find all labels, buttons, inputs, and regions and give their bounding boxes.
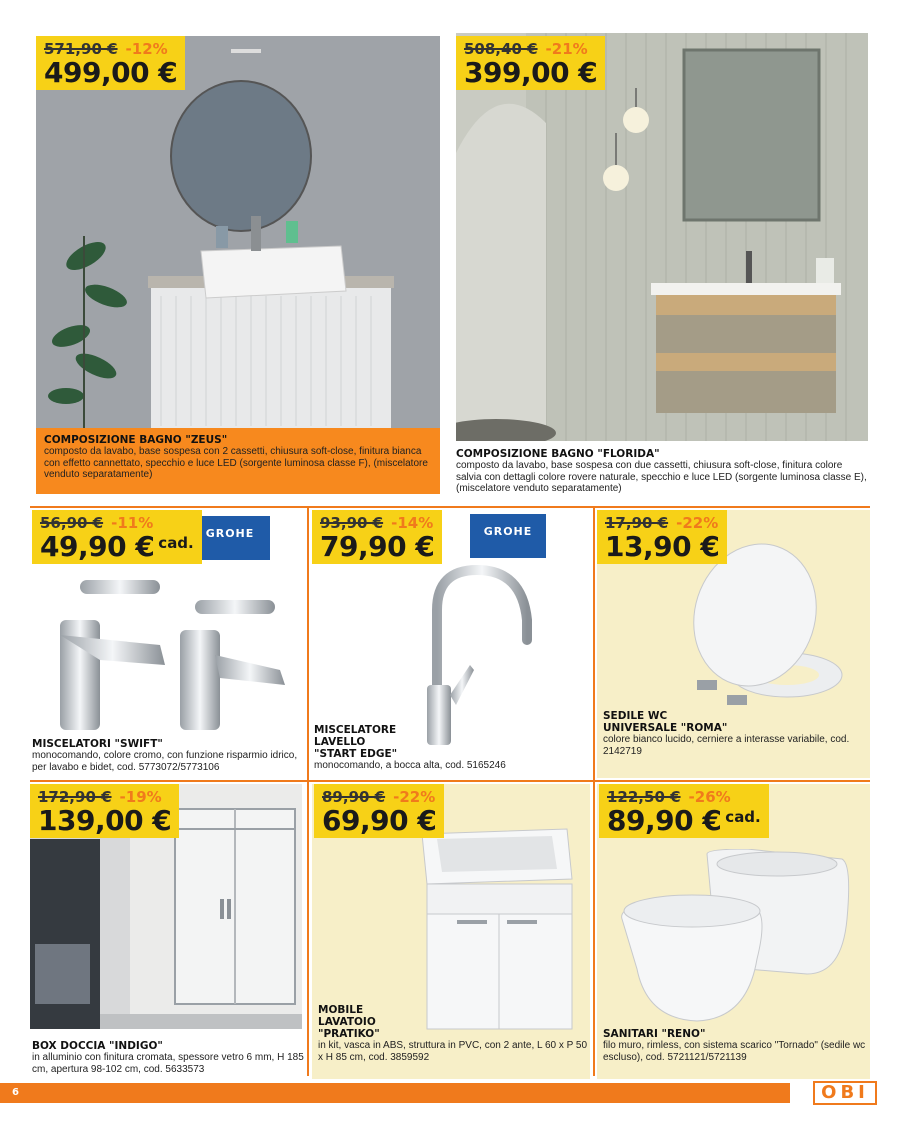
price-tag-florida [456, 36, 605, 90]
product-title-line: UNIVERSALE "ROMA" [603, 722, 728, 734]
divider [30, 780, 870, 782]
product-title: BOX DOCCIA "INDIGO" [32, 1040, 163, 1052]
price-tag-roma [597, 510, 727, 564]
product-image-swift [40, 570, 300, 735]
product-description: monocomando, a bocca alta, cod. 5165246 [314, 760, 506, 771]
card-florida[interactable] [456, 33, 868, 503]
price-tag-reno [599, 784, 769, 838]
price: 89,90 € [607, 804, 722, 837]
old-price: 89,90 € [322, 788, 386, 806]
old-price: 17,90 € [605, 514, 669, 532]
price: 13,90 € [605, 530, 720, 563]
price: 69,90 € [322, 804, 437, 837]
divider [30, 506, 870, 508]
card-reno[interactable] [597, 784, 870, 1079]
info-pratiko [318, 1004, 588, 1063]
divider [307, 506, 309, 1076]
old-price: 56,90 € [40, 514, 104, 532]
info-start-edge [314, 724, 588, 772]
product-title: SANITARI "RENO" [603, 1028, 706, 1040]
product-image-roma [687, 540, 847, 720]
price: 139,00 € [38, 804, 172, 837]
discount-badge: -21% [545, 40, 588, 58]
product-title: COMPOSIZIONE BAGNO "ZEUS" [44, 434, 228, 446]
old-price: 172,90 € [38, 788, 112, 806]
product-image-start-edge [412, 565, 562, 750]
discount-badge: -22% [676, 514, 719, 532]
page-number: 6 [12, 1087, 19, 1098]
product-description: in kit, vasca in ABS, struttura in PVC, con 2 ante, L 60 x P 50 x H 85 cm, cod. 3859592 [318, 1040, 588, 1063]
product-title-line: MISCELATORE [314, 724, 397, 736]
product-description: colore bianco lucido, cerniere a interasse variabile, cod. 2142719 [603, 734, 850, 757]
product-title: MISCELATORI "SWIFT" [32, 738, 163, 750]
price: 49,90 € [40, 530, 155, 563]
product-title-line: "PRATIKO" [318, 1028, 380, 1040]
info-florida [456, 448, 868, 495]
unit-label: cad. [158, 534, 194, 552]
info-swift [32, 738, 304, 773]
product-image-florida [456, 33, 868, 441]
product-title-line: MOBILE [318, 1004, 364, 1016]
info-box-zeus [36, 428, 440, 494]
price: 399,00 € [464, 56, 598, 89]
product-title-line: SEDILE WC [603, 710, 668, 722]
divider [593, 506, 595, 1076]
brand-name: GROHE [205, 527, 255, 540]
product-description: filo muro, rimless, con sistema scarico "Tornado" (sedile wc escluso), cod. 5721121/5721139 [603, 1040, 866, 1063]
product-description: composto da lavabo, base sospesa con 2 cassetti, chiusura soft-close, finitura bianca con effetto cannettato, specchio e luce LED (sorgente luminosa classe F), (miscelatore venduto separatamente) [44, 446, 428, 480]
old-price: 122,50 € [607, 788, 681, 806]
obi-logo-text: OBI [813, 1081, 877, 1105]
card-pratiko[interactable] [312, 784, 590, 1079]
brand-name: GROHE [483, 525, 533, 538]
discount-badge: -22% [393, 788, 436, 806]
discount-badge: -19% [119, 788, 162, 806]
discount-badge: -11% [111, 514, 154, 532]
price-tag-indigo [30, 784, 179, 838]
price: 79,90 € [320, 530, 435, 563]
footer-bar [0, 1083, 900, 1103]
grohe-logo [470, 514, 546, 558]
discount-badge: -26% [688, 788, 731, 806]
card-roma[interactable] [597, 510, 870, 778]
old-price: 571,90 € [44, 40, 118, 58]
price-tag-start-edge [312, 510, 442, 564]
old-price: 93,90 € [320, 514, 384, 532]
product-description: monocomando, colore cromo, con funzione risparmio idrico, per lavabo e bidet, cod. 5773072/5773106 [32, 750, 298, 773]
card-indigo[interactable] [30, 784, 306, 1079]
product-title-line: "START EDGE" [314, 748, 398, 760]
card-swift[interactable] [30, 510, 306, 778]
discount-badge: -12% [125, 40, 168, 58]
product-image-pratiko [417, 824, 577, 1034]
product-description: in alluminio con finitura cromata, spessore vetro 6 mm, H 185 cm, apertura 98-102 cm, cod. 5633573 [32, 1052, 304, 1075]
product-image-reno [617, 849, 867, 1024]
price-tag-zeus [36, 36, 185, 90]
info-roma [603, 710, 868, 757]
card-start-edge[interactable] [312, 510, 590, 778]
price-tag-swift [32, 510, 202, 564]
product-description: composto da lavabo, base sospesa con due cassetti, chiusura soft-close, finitura colore salvia con dettagli colore rovere naturale, specchio e luce LED (sorgente luminosa classe E), (miscelatore venduto separatamente) [456, 460, 867, 494]
price: 499,00 € [44, 56, 178, 89]
discount-badge: -14% [391, 514, 434, 532]
info-indigo [32, 1040, 304, 1075]
old-price: 508,40 € [464, 40, 538, 58]
card-zeus[interactable] [36, 36, 440, 494]
product-title-line: LAVATOIO [318, 1016, 376, 1028]
price-tag-pratiko [314, 784, 444, 838]
unit-label: cad. [725, 808, 761, 826]
product-title: COMPOSIZIONE BAGNO "FLORIDA" [456, 448, 660, 460]
product-image-zeus [36, 36, 440, 494]
info-reno [603, 1028, 868, 1063]
grohe-logo [190, 516, 270, 560]
obi-logo [790, 1080, 900, 1106]
product-title-line: LAVELLO [314, 736, 366, 748]
